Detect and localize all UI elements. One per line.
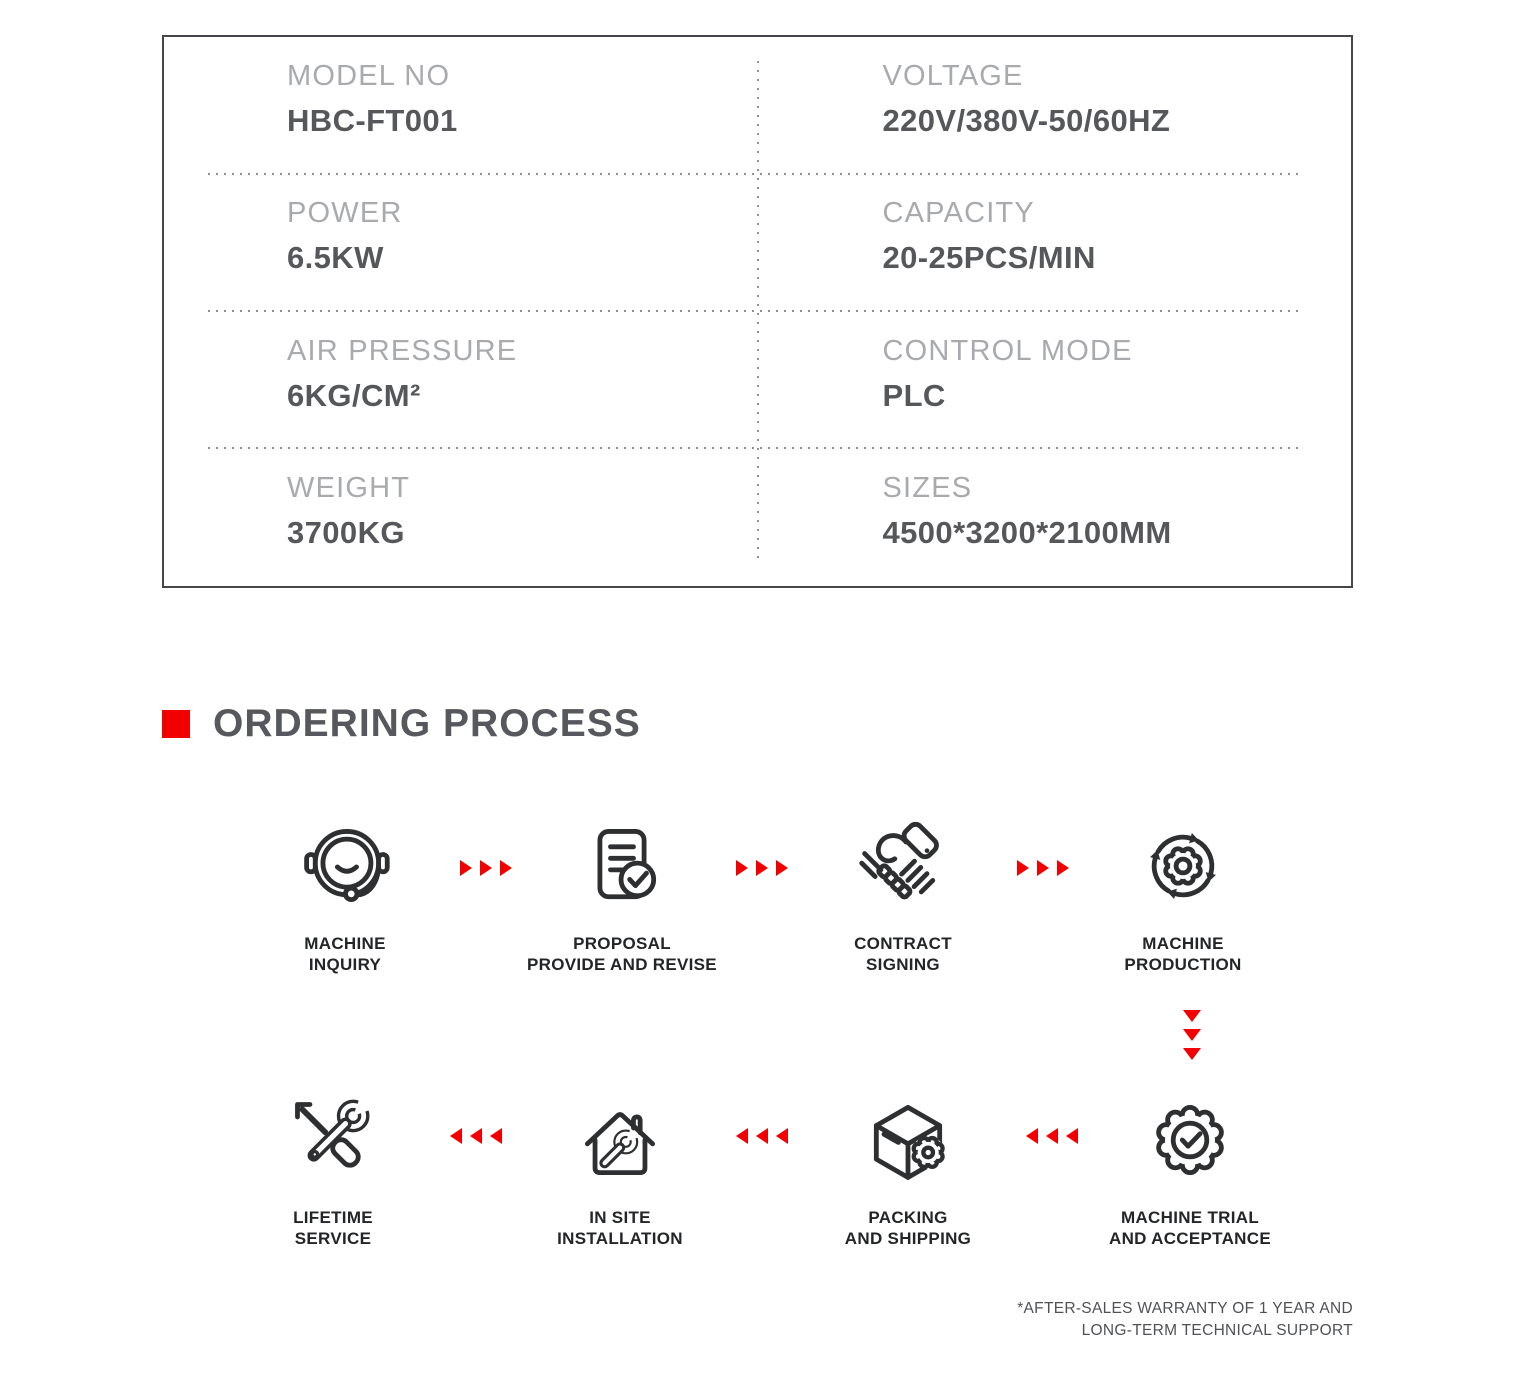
footnote-line: LONG-TERM TECHNICAL SUPPORT [1081, 1322, 1353, 1339]
spec-label: CONTROL MODE [882, 334, 1133, 367]
spec-label: AIR PRESSURE [287, 334, 518, 367]
spec-label: SIZES [882, 471, 973, 504]
house-wrench-icon [572, 1092, 668, 1188]
box-gear-icon [860, 1092, 956, 1188]
step-machine-production [1033, 818, 1333, 975]
spec-value: 6.5KW [287, 240, 384, 276]
dotted-divider [208, 310, 1303, 312]
spec-cell-control-mode [758, 312, 1352, 449]
dotted-divider [208, 173, 1303, 175]
step-label-line: PROVIDE AND REVISE [527, 955, 717, 974]
spec-value: 6KG/CM² [287, 377, 421, 413]
step-label-line: PACKING [868, 1208, 948, 1227]
step-label-line: PROPOSAL [573, 934, 671, 953]
step-lifetime-service [183, 1092, 483, 1249]
handshake-icon [855, 818, 951, 914]
spec-cell-weight [164, 449, 758, 586]
section-title: ORDERING PROCESS [213, 702, 641, 745]
red-square-bullet-icon [162, 710, 190, 738]
spec-value: 20-25PCS/MIN [882, 240, 1096, 276]
spec-cell-capacity [758, 174, 1352, 311]
spec-value: 4500*3200*2100MM [882, 514, 1172, 550]
spec-label: WEIGHT [287, 471, 411, 504]
step-label-line: SIGNING [866, 955, 940, 974]
spec-value: PLC [882, 377, 946, 413]
after-sales-footnote [1017, 1298, 1353, 1342]
spec-label: POWER [287, 197, 403, 230]
spec-cell-voltage [758, 37, 1352, 174]
dotted-vertical-divider [757, 61, 759, 564]
spec-value: HBC-FT001 [287, 103, 458, 138]
step-in-site-installation [470, 1092, 770, 1249]
gear-cycle-icon [1135, 818, 1231, 914]
spec-value: 3700KG [287, 514, 405, 550]
headset-icon [297, 818, 393, 914]
spec-table [162, 35, 1353, 588]
step-proposal [472, 818, 772, 975]
tools-icon [285, 1092, 381, 1188]
step-label-line: IN SITE [589, 1208, 651, 1227]
step-label-line: MACHINE [1142, 934, 1224, 953]
step-label-line: MACHINE TRIAL [1121, 1208, 1259, 1227]
spec-cell-model-no [164, 37, 758, 174]
step-label-line: INQUIRY [308, 955, 382, 974]
section-heading [162, 702, 641, 746]
spec-label: VOLTAGE [882, 60, 1024, 92]
document-check-icon [574, 818, 670, 914]
step-label-line: PRODUCTION [1124, 955, 1242, 974]
step-label-line: AND SHIPPING [844, 1229, 972, 1248]
triple-arrow-down-icon [1183, 1010, 1201, 1060]
step-machine-inquiry [195, 818, 495, 975]
step-machine-trial [1040, 1092, 1340, 1249]
spec-cell-sizes [758, 449, 1352, 586]
badge-check-icon [1142, 1092, 1238, 1188]
step-label-line: MACHINE [304, 934, 386, 953]
dotted-divider [208, 447, 1303, 449]
spec-label: CAPACITY [882, 197, 1035, 230]
step-label-line: SERVICE [294, 1229, 372, 1248]
step-label-line: INSTALLATION [557, 1229, 683, 1248]
step-label-line: CONTRACT [854, 934, 952, 953]
spec-cell-power [164, 174, 758, 311]
spec-cell-air-pressure [164, 312, 758, 449]
spec-value: 220V/380V-50/60HZ [882, 103, 1171, 138]
step-contract-signing [753, 818, 1053, 975]
step-packing-shipping [758, 1092, 1058, 1249]
spec-label: MODEL NO [287, 60, 451, 92]
step-label-line: LIFETIME [293, 1208, 373, 1227]
footnote-line: *AFTER-SALES WARRANTY OF 1 YEAR AND [1017, 1300, 1353, 1317]
step-label-line: AND ACCEPTANCE [1109, 1229, 1271, 1248]
